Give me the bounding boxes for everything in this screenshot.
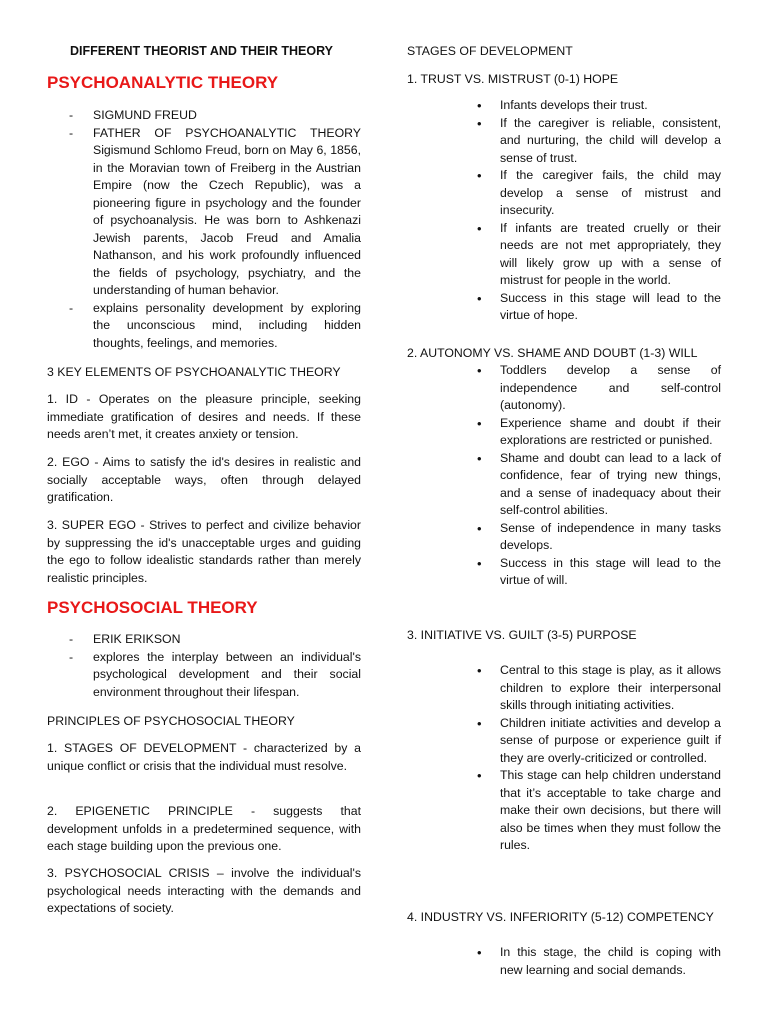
element-ego: 2. EGO - Aims to satisfy the id's desires in realistic and socially acceptable ways, often through delayed gratification. (47, 455, 361, 504)
list-item: • Experience shame and doubt if their explorations are restricted or punished. (407, 415, 721, 450)
erikson-list (47, 631, 361, 701)
list-item: • If infants are treated cruelly or their needs are not met appropriately, they will likely grow up with a sense of mistrust for people in the world. (407, 220, 721, 290)
stage-2-heading: 2. AUTONOMY VS. SHAME AND DOUBT (1-3) WILL (407, 346, 698, 360)
list-item: • Success in this stage will lead to the virtue of hope. (407, 290, 721, 325)
freud-list (47, 107, 361, 352)
document-title: DIFFERENT THEORIST AND THEIR THEORY (70, 44, 333, 58)
stage-1-bullets (407, 97, 721, 325)
psychoanalytic-heading: PSYCHOANALYTIC THEORY (47, 73, 279, 92)
list-item: - SIGMUND FREUD (47, 107, 361, 125)
stage-3-bullets (407, 662, 721, 855)
list-item: - explores the interplay between an individual's psychological development and their social environment throughout their lifespan. (47, 649, 361, 702)
list-item: • Infants develops their trust. (407, 97, 721, 115)
element-id: 1. ID - Operates on the pleasure principle, seeking immediate gratification of desires and needs. If these needs aren’t met, it creates anxiety or tension. (47, 392, 361, 441)
list-item: • In this stage, the child is coping with new learning and social demands. (407, 944, 721, 979)
list-item: • Shame and doubt can lead to a lack of confidence, fear of trying new things, and a sense of inadequacy about their self-control abilities. (407, 450, 721, 520)
list-item: • Children initiate activities and develop a sense of purpose or experience guilt if they are overly-criticized or controlled. (407, 715, 721, 768)
list-item: - FATHER OF PSYCHOANALYTIC THEORY Sigismund Schlomo Freud, born on May 6, 1856, in the Moravian town of Freiberg in the Austrian Empire (now the Czech Republic), was a pioneering figure in psychology and the founder of psychoanalysis. He was born to Ashkenazi Jewish parents, Jacob Freud and Amalia Nathanson, and his work profoundly influenced the fields of psychology, psychiatry, and the understanding of human behavior. (47, 125, 361, 300)
list-item: - explains personality development by exploring the unconscious mind, including hidden thoughts, feelings, and memories. (47, 300, 361, 353)
list-item: - ERIK ERIKSON (47, 631, 361, 649)
stages-title: STAGES OF DEVELOPMENT (407, 44, 573, 58)
stage-2-bullets (407, 362, 721, 590)
key-elements-title: 3 KEY ELEMENTS OF PSYCHOANALYTIC THEORY (47, 365, 341, 379)
principle-crisis: 3. PSYCHOSOCIAL CRISIS – involve the individual's psychological needs interacting with the demands and expectations of society. (47, 866, 361, 915)
list-item: • Success in this stage will lead to the virtue of will. (407, 555, 721, 590)
list-item: • If the caregiver fails, the child may develop a sense of mistrust and insecurity. (407, 167, 721, 220)
list-item: • Central to this stage is play, as it allows children to explore their interpersonal skills through initiating activities. (407, 662, 721, 715)
stage-3-heading: 3. INITIATIVE VS. GUILT (3-5) PURPOSE (407, 628, 637, 642)
principle-stages: 1. STAGES OF DEVELOPMENT - characterized by a unique conflict or crisis that the individual must resolve. (47, 741, 361, 773)
psychosocial-heading: PSYCHOSOCIAL THEORY (47, 598, 258, 617)
stage-4-bullets (407, 944, 721, 979)
element-super-ego: 3. SUPER EGO - Strives to perfect and civilize behavior by suppressing the id's unacceptable urges and guiding the ego to follow idealistic standards rather than merely realistic principles. (47, 518, 361, 585)
list-item: • If the caregiver is reliable, consistent, and nurturing, the child will develop a sense of trust. (407, 115, 721, 168)
principles-title: PRINCIPLES OF PSYCHOSOCIAL THEORY (47, 714, 295, 728)
stage-4-heading: 4. INDUSTRY VS. INFERIORITY (5-12) COMPETENCY (407, 910, 714, 924)
list-item: • Toddlers develop a sense of independence and self-control (autonomy). (407, 362, 721, 415)
list-item: • Sense of independence in many tasks develops. (407, 520, 721, 555)
list-item: • This stage can help children understand that it’s acceptable to take charge and make their own decisions, but there will also be times when they must follow the rules. (407, 767, 721, 855)
stage-1-heading: 1. TRUST VS. MISTRUST (0-1) HOPE (407, 72, 619, 86)
principle-epigenetic: 2. EPIGENETIC PRINCIPLE - suggests that development unfolds in a predetermined sequence, with each stage building upon the previous one. (47, 804, 361, 853)
